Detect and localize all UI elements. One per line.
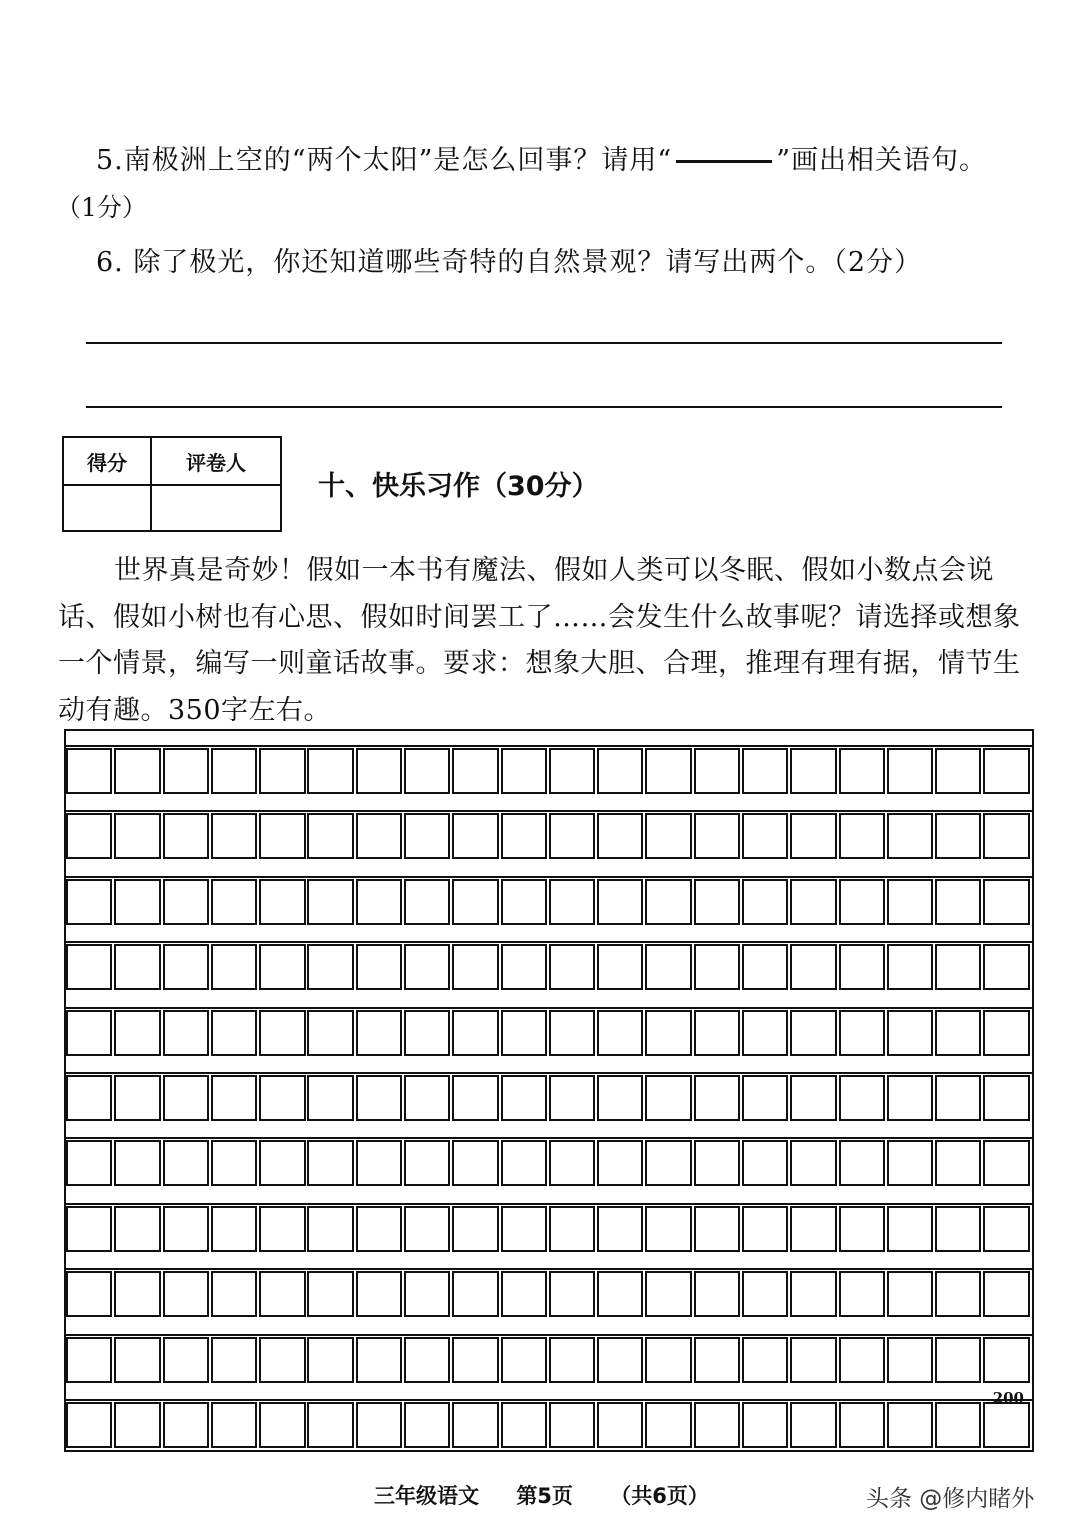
grid-cell[interactable]	[307, 1206, 353, 1252]
grid-cell[interactable]	[887, 1402, 933, 1448]
grid-cell[interactable]	[597, 1140, 643, 1186]
grid-cell[interactable]	[887, 1206, 933, 1252]
grid-cell[interactable]	[887, 1075, 933, 1121]
grid-cell[interactable]	[887, 1140, 933, 1186]
grid-cell[interactable]	[839, 1140, 885, 1186]
grid-cell[interactable]	[742, 1075, 788, 1121]
grid-cell[interactable]	[983, 1206, 1029, 1252]
grid-cell[interactable]	[356, 1075, 402, 1121]
grid-cell[interactable]	[356, 944, 402, 990]
grid-cell[interactable]	[983, 813, 1029, 859]
grid-separator	[66, 876, 1032, 878]
grid-cell[interactable]	[259, 1402, 305, 1448]
grid-cell[interactable]	[501, 1206, 547, 1252]
grid-cell[interactable]	[163, 1010, 209, 1056]
grid-cell[interactable]	[404, 748, 450, 794]
grid-cell[interactable]	[645, 944, 691, 990]
grid-cell[interactable]	[597, 1010, 643, 1056]
grid-cell[interactable]	[163, 1337, 209, 1383]
grid-cell[interactable]	[66, 1206, 112, 1252]
grid-cell[interactable]	[983, 1337, 1029, 1383]
grid-cell[interactable]	[114, 1402, 160, 1448]
grid-cell[interactable]	[114, 1075, 160, 1121]
grid-row	[66, 944, 1032, 990]
footer-total: （共6页）	[610, 1484, 709, 1508]
grid-row	[66, 1271, 1032, 1317]
grid-cell[interactable]	[839, 1075, 885, 1121]
grid-cell[interactable]	[211, 1402, 257, 1448]
grid-cell[interactable]	[549, 813, 595, 859]
grid-cell[interactable]	[887, 944, 933, 990]
grid-cell[interactable]	[356, 1402, 402, 1448]
grid-cell[interactable]	[356, 1271, 402, 1317]
grid-cell[interactable]	[259, 944, 305, 990]
grader-label: 评卷人	[151, 437, 281, 485]
grid-cell[interactable]	[259, 1206, 305, 1252]
answer-line-1[interactable]	[86, 342, 1002, 344]
score-field[interactable]	[63, 485, 151, 531]
grid-cell[interactable]	[790, 748, 836, 794]
grid-separator	[66, 745, 1032, 747]
grid-cell[interactable]	[114, 944, 160, 990]
grid-cell[interactable]	[66, 1337, 112, 1383]
grid-cell[interactable]	[259, 748, 305, 794]
score-label: 得分	[63, 437, 151, 485]
grid-cell[interactable]	[839, 1010, 885, 1056]
grid-cell[interactable]	[211, 748, 257, 794]
grid-cell[interactable]	[356, 1337, 402, 1383]
grid-cell[interactable]	[356, 879, 402, 925]
grid-cell[interactable]	[259, 1337, 305, 1383]
score-box	[62, 436, 282, 532]
grid-cell[interactable]	[259, 1140, 305, 1186]
grid-cell[interactable]	[501, 944, 547, 990]
grid-cell[interactable]	[307, 1075, 353, 1121]
grid-cell[interactable]	[404, 1402, 450, 1448]
grid-cell[interactable]	[501, 1010, 547, 1056]
grid-cell[interactable]	[694, 813, 740, 859]
section-title: 十、快乐习作（30分）	[318, 471, 599, 502]
question-5-points: （1分）	[56, 193, 147, 222]
question-5-text-before: 南极洲上空的“两个太阳”是怎么回事？请用“	[123, 145, 673, 176]
grid-cell[interactable]	[307, 1140, 353, 1186]
grid-cell[interactable]	[839, 879, 885, 925]
grid-cell[interactable]	[935, 813, 981, 859]
grid-cell[interactable]	[694, 748, 740, 794]
grid-cell[interactable]	[452, 1402, 498, 1448]
grid-cell[interactable]	[211, 1075, 257, 1121]
grid-cell[interactable]	[645, 813, 691, 859]
grid-cell[interactable]	[549, 748, 595, 794]
grid-separator	[66, 1137, 1032, 1139]
grid-cell[interactable]	[452, 1206, 498, 1252]
grid-cell[interactable]	[66, 1140, 112, 1186]
grid-cell[interactable]	[66, 879, 112, 925]
grid-cell[interactable]	[597, 748, 643, 794]
grid-cell[interactable]	[259, 813, 305, 859]
grid-cell[interactable]	[549, 944, 595, 990]
grid-cell[interactable]	[742, 1140, 788, 1186]
grid-cell[interactable]	[597, 879, 643, 925]
grid-cell[interactable]	[694, 1140, 740, 1186]
grid-cell[interactable]	[597, 813, 643, 859]
grid-cell[interactable]	[66, 748, 112, 794]
grid-row	[66, 1075, 1032, 1121]
grid-cell[interactable]	[501, 1337, 547, 1383]
grid-cell[interactable]	[259, 1271, 305, 1317]
grid-cell[interactable]	[404, 879, 450, 925]
question-5-text-after: ”画出相关语句。	[776, 145, 987, 176]
grid-cell[interactable]	[452, 748, 498, 794]
grid-cell[interactable]	[404, 1271, 450, 1317]
grid-cell[interactable]	[742, 1206, 788, 1252]
grid-cell[interactable]	[935, 944, 981, 990]
grid-row	[66, 1010, 1032, 1056]
grid-cell[interactable]	[501, 1402, 547, 1448]
grid-cell[interactable]	[356, 1206, 402, 1252]
grid-cell[interactable]	[114, 1140, 160, 1186]
grid-row	[66, 1337, 1032, 1383]
grid-cell[interactable]	[742, 813, 788, 859]
grid-cell[interactable]	[597, 1206, 643, 1252]
grid-cell[interactable]	[501, 1075, 547, 1121]
grid-cell[interactable]	[307, 1402, 353, 1448]
grid-cell[interactable]	[839, 1402, 885, 1448]
grid-cell[interactable]	[163, 1206, 209, 1252]
grid-cell[interactable]	[839, 1206, 885, 1252]
grid-cell[interactable]	[307, 879, 353, 925]
grid-cell[interactable]	[452, 1010, 498, 1056]
word-count-marker: 200	[992, 1389, 1024, 1407]
grid-cell[interactable]	[887, 748, 933, 794]
grid-cell[interactable]	[645, 1140, 691, 1186]
grid-cell[interactable]	[404, 944, 450, 990]
grid-cell[interactable]	[549, 1402, 595, 1448]
grid-cell[interactable]	[742, 944, 788, 990]
grid-cell[interactable]	[645, 1206, 691, 1252]
grid-cell[interactable]	[887, 1010, 933, 1056]
grid-cell[interactable]	[549, 1075, 595, 1121]
grid-cell[interactable]	[66, 813, 112, 859]
grid-cell[interactable]	[597, 1402, 643, 1448]
grid-cell[interactable]	[452, 944, 498, 990]
grid-separator	[66, 941, 1032, 943]
grid-cell[interactable]	[983, 1271, 1029, 1317]
grid-cell[interactable]	[452, 1271, 498, 1317]
grid-cell[interactable]	[501, 1140, 547, 1186]
grid-cell[interactable]	[163, 1140, 209, 1186]
grid-cell[interactable]	[66, 1075, 112, 1121]
grid-cell[interactable]	[742, 1271, 788, 1317]
grid-cell[interactable]	[694, 1010, 740, 1056]
grid-cell[interactable]	[163, 1271, 209, 1317]
grid-cell[interactable]	[597, 1271, 643, 1317]
grid-cell[interactable]	[549, 1206, 595, 1252]
grid-cell[interactable]	[211, 879, 257, 925]
grid-cell[interactable]	[211, 1206, 257, 1252]
grid-cell[interactable]	[935, 1206, 981, 1252]
grid-cell[interactable]	[211, 944, 257, 990]
grid-cell[interactable]	[163, 813, 209, 859]
grid-separator	[66, 810, 1032, 812]
grid-cell[interactable]	[211, 1010, 257, 1056]
grid-cell[interactable]	[452, 1075, 498, 1121]
grid-cell[interactable]	[259, 1010, 305, 1056]
grid-cell[interactable]	[887, 879, 933, 925]
grid-cell[interactable]	[935, 1140, 981, 1186]
grid-cell[interactable]	[935, 879, 981, 925]
question-5-number: 5.	[96, 145, 124, 176]
grid-cell[interactable]	[935, 1271, 981, 1317]
grid-row	[66, 1206, 1032, 1252]
footer-page: 第5页	[516, 1484, 573, 1508]
grid-cell[interactable]	[114, 748, 160, 794]
grid-cell[interactable]	[259, 1075, 305, 1121]
answer-line-2[interactable]	[86, 406, 1002, 408]
grid-cell[interactable]	[404, 1206, 450, 1252]
grid-cell[interactable]	[694, 879, 740, 925]
grid-cell[interactable]	[307, 1337, 353, 1383]
grid-cell[interactable]	[887, 813, 933, 859]
grid-cell[interactable]	[163, 1402, 209, 1448]
grid-cell[interactable]	[597, 1075, 643, 1121]
writing-prompt: 世界真是奇妙！假如一本书有魔法、假如人类可以冬眠、假如小数点会说话、假如小树也有心思、假如时间罢工了……会发生什么故事呢？请选择或想象一个情景，编写一则童话故事。要求：想象大胆、合理，推理有理有据，情节生动有趣。350字左右。	[58, 555, 1021, 726]
grid-cell[interactable]	[790, 1402, 836, 1448]
grid-cell[interactable]	[307, 813, 353, 859]
grid-cell[interactable]	[549, 1271, 595, 1317]
grid-cell[interactable]	[163, 944, 209, 990]
grid-cell[interactable]	[694, 1337, 740, 1383]
grid-cell[interactable]	[742, 1010, 788, 1056]
grid-cell[interactable]	[404, 1337, 450, 1383]
grid-cell[interactable]	[452, 1337, 498, 1383]
grid-cell[interactable]	[549, 1337, 595, 1383]
grid-cell[interactable]	[114, 879, 160, 925]
grid-cell[interactable]	[211, 1271, 257, 1317]
grid-cell[interactable]	[935, 748, 981, 794]
footer-subject: 三年级语文	[374, 1484, 479, 1508]
grid-cell[interactable]	[742, 748, 788, 794]
question-5	[96, 138, 987, 177]
grid-cell[interactable]	[887, 1271, 933, 1317]
grid-cell[interactable]	[839, 813, 885, 859]
grid-cell[interactable]	[839, 1337, 885, 1383]
grid-separator	[66, 1399, 1032, 1401]
grid-cell[interactable]	[307, 1010, 353, 1056]
grid-cell[interactable]	[114, 1271, 160, 1317]
grid-cell[interactable]	[790, 944, 836, 990]
grid-row	[66, 879, 1032, 925]
grid-cell[interactable]	[404, 1075, 450, 1121]
grid-cell[interactable]	[839, 1271, 885, 1317]
grid-cell[interactable]	[404, 1140, 450, 1186]
grid-cell[interactable]	[114, 1206, 160, 1252]
grid-cell[interactable]	[307, 1271, 353, 1317]
grid-cell[interactable]	[983, 944, 1029, 990]
grid-cell[interactable]	[356, 1010, 402, 1056]
grid-cell[interactable]	[790, 1337, 836, 1383]
grid-cell[interactable]	[790, 1271, 836, 1317]
grid-cell[interactable]	[645, 748, 691, 794]
grid-cell[interactable]	[597, 1337, 643, 1383]
grid-separator	[66, 1203, 1032, 1205]
grid-cell[interactable]	[211, 813, 257, 859]
grid-cell[interactable]	[694, 944, 740, 990]
grid-cell[interactable]	[983, 1140, 1029, 1186]
grid-cell[interactable]	[790, 1140, 836, 1186]
grid-cell[interactable]	[114, 1010, 160, 1056]
grid-cell[interactable]	[356, 813, 402, 859]
grid-cell[interactable]	[452, 813, 498, 859]
grid-cell[interactable]	[163, 748, 209, 794]
grid-cell[interactable]	[645, 1271, 691, 1317]
grid-cell[interactable]	[549, 1010, 595, 1056]
writing-grid[interactable]	[64, 729, 1034, 1452]
grid-cell[interactable]	[790, 813, 836, 859]
grid-cell[interactable]	[645, 1010, 691, 1056]
grid-cell[interactable]	[307, 944, 353, 990]
watermark: 头条 @修内睹外	[866, 1486, 1035, 1512]
grid-cell[interactable]	[66, 1010, 112, 1056]
grid-cell[interactable]	[597, 944, 643, 990]
grid-cell[interactable]	[549, 1140, 595, 1186]
grid-row	[66, 813, 1032, 859]
grid-cell[interactable]	[790, 1010, 836, 1056]
grid-cell[interactable]	[839, 944, 885, 990]
grid-cell[interactable]	[983, 879, 1029, 925]
grid-cell[interactable]	[501, 879, 547, 925]
grid-separator	[66, 1072, 1032, 1074]
grid-cell[interactable]	[935, 1402, 981, 1448]
grid-row	[66, 748, 1032, 794]
grid-cell[interactable]	[549, 879, 595, 925]
grid-cell[interactable]	[452, 879, 498, 925]
grid-cell[interactable]	[935, 1337, 981, 1383]
grid-cell[interactable]	[501, 1271, 547, 1317]
grid-cell[interactable]	[839, 748, 885, 794]
grid-cell[interactable]	[211, 1337, 257, 1383]
grid-row	[66, 1140, 1032, 1186]
grader-field[interactable]	[151, 485, 281, 531]
grid-cell[interactable]	[742, 1402, 788, 1448]
grid-cell[interactable]	[694, 1206, 740, 1252]
grid-cell[interactable]	[983, 1402, 1029, 1448]
grid-cell[interactable]	[742, 1337, 788, 1383]
grid-cell[interactable]	[983, 1075, 1029, 1121]
grid-cell[interactable]	[404, 1010, 450, 1056]
grid-cell[interactable]	[259, 879, 305, 925]
grid-cell[interactable]	[163, 1075, 209, 1121]
grid-cell[interactable]	[694, 1075, 740, 1121]
grid-cell[interactable]	[645, 1075, 691, 1121]
grid-cell[interactable]	[935, 1010, 981, 1056]
grid-cell[interactable]	[645, 879, 691, 925]
underline-sample	[676, 160, 772, 163]
grid-cell[interactable]	[742, 879, 788, 925]
grid-cell[interactable]	[935, 1075, 981, 1121]
grid-cell[interactable]	[645, 1337, 691, 1383]
grid-cell[interactable]	[694, 1402, 740, 1448]
grid-cell[interactable]	[66, 1402, 112, 1448]
grid-cell[interactable]	[404, 813, 450, 859]
grid-cell[interactable]	[887, 1337, 933, 1383]
grid-cell[interactable]	[66, 944, 112, 990]
grid-separator	[66, 1334, 1032, 1336]
grid-cell[interactable]	[501, 748, 547, 794]
grid-cell[interactable]	[66, 1271, 112, 1317]
grid-cell[interactable]	[356, 1140, 402, 1186]
grid-separator	[66, 1007, 1032, 1009]
grid-cell[interactable]	[694, 1271, 740, 1317]
grid-row	[66, 1402, 1032, 1448]
grid-cell[interactable]	[790, 1206, 836, 1252]
grid-cell[interactable]	[645, 1402, 691, 1448]
grid-cell[interactable]	[356, 748, 402, 794]
grid-cell[interactable]	[114, 813, 160, 859]
grid-cell[interactable]	[163, 879, 209, 925]
page-footer	[374, 1480, 739, 1510]
grid-separator	[66, 1268, 1032, 1270]
grid-cell[interactable]	[790, 1075, 836, 1121]
grid-cell[interactable]	[307, 748, 353, 794]
grid-cell[interactable]	[983, 1010, 1029, 1056]
question-6: 6. 除了极光，你还知道哪些奇特的自然景观？请写出两个。（2分）	[96, 247, 923, 278]
grid-cell[interactable]	[790, 879, 836, 925]
grid-cell[interactable]	[983, 748, 1029, 794]
grid-cell[interactable]	[211, 1140, 257, 1186]
grid-cell[interactable]	[452, 1140, 498, 1186]
grid-cell[interactable]	[114, 1337, 160, 1383]
grid-cell[interactable]	[501, 813, 547, 859]
